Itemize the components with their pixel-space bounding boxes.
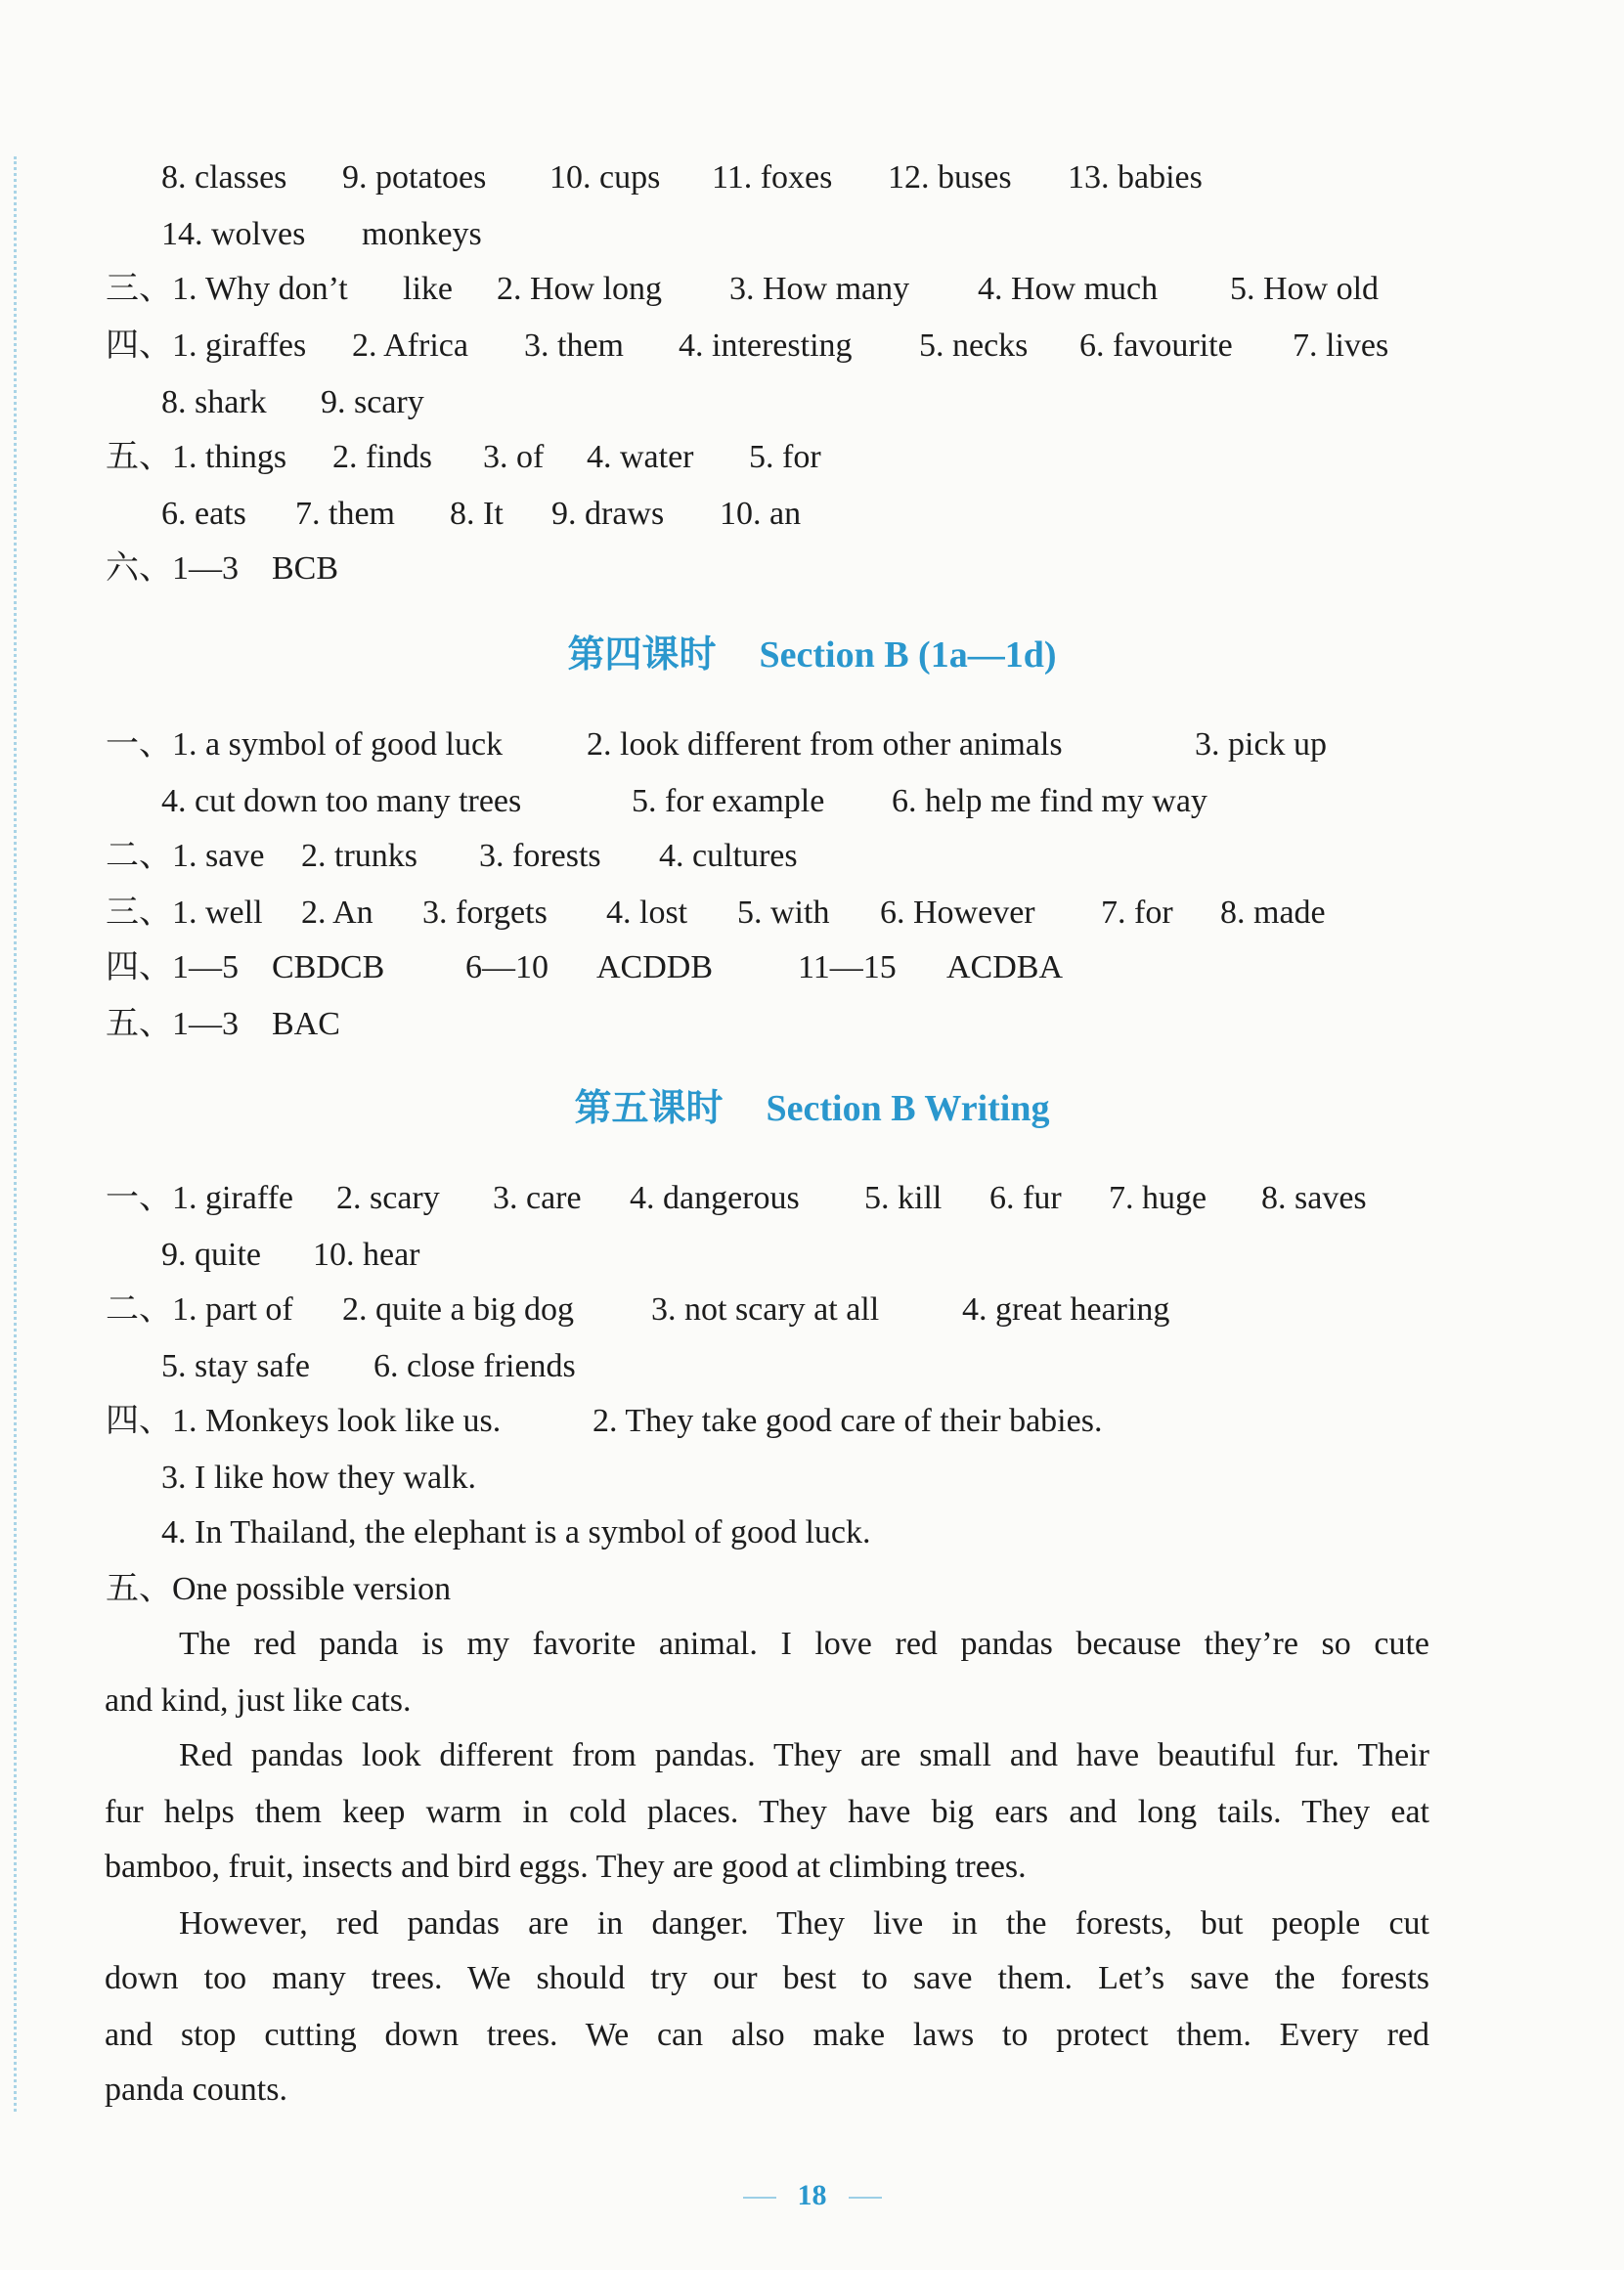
essay-line: panda counts. — [105, 2072, 287, 2108]
essay-line: The red panda is my favorite animal. I love red pandas because they’re so cute — [179, 1626, 1429, 1662]
answer-item: like — [403, 271, 453, 307]
answer-item: 7. them — [295, 496, 395, 532]
answer-item: 9. scary — [321, 384, 424, 420]
answer-item: 10. an — [720, 496, 802, 532]
answer-item: 三、1. Why don’t — [106, 271, 348, 307]
answer-item: 4. interesting — [679, 327, 853, 364]
answer-item: 6. favourite — [1079, 327, 1233, 364]
answer-item: 五、One possible version — [106, 1571, 452, 1607]
essay-line: However, red pandas are in danger. They live in the forests, but people cut — [179, 1905, 1429, 1942]
answer-item: 二、1. part of — [106, 1291, 293, 1328]
answer-item: 三、1. well — [106, 895, 263, 931]
answer-item: 2. trunks — [301, 838, 417, 874]
page-number — [0, 2178, 1624, 2213]
answer-item: 5. for example — [632, 783, 825, 819]
answer-item: 六、1—3 — [106, 550, 239, 587]
essay-line: Red pandas look different from pandas. They are small and have beautiful fur. Their — [179, 1737, 1429, 1773]
answer-item: 3. care — [493, 1180, 582, 1216]
answer-item: 3. How many — [729, 271, 910, 307]
answer-item: 2. finds — [332, 439, 432, 475]
answer-item: 4. lost — [606, 895, 688, 931]
answer-item: 6. eats — [161, 496, 246, 532]
answer-item: 11. foxes — [712, 159, 833, 196]
answer-item: 8. classes — [161, 159, 287, 196]
answer-item: 四、1. giraffes — [106, 327, 307, 364]
answer-item: 8. saves — [1261, 1180, 1367, 1216]
answer-item: 6. However — [880, 895, 1035, 931]
heading-en: Section B Writing — [766, 1088, 1050, 1129]
answer-item: 6. help me find my way — [892, 783, 1207, 819]
answer-item: 8. shark — [161, 384, 267, 420]
footer-dash-right — [849, 2197, 882, 2199]
answer-item: 3. pick up — [1195, 726, 1328, 763]
answer-item: 8. It — [450, 496, 504, 532]
section-heading-5 — [0, 1087, 1624, 1130]
answer-item: ACDBA — [946, 949, 1064, 985]
answer-item: 3. forgets — [422, 895, 548, 931]
essay-line: bamboo, fruit, insects and bird eggs. They are good at climbing trees. — [105, 1849, 1027, 1885]
answer-item: 四、1. Monkeys look like us. — [106, 1403, 502, 1439]
dotted-margin-line — [14, 156, 17, 2112]
essay-line: down too many trees. We should try our best to save them. Let’s save the forests — [105, 1960, 1429, 1996]
answer-item: BAC — [272, 1006, 340, 1042]
answer-item: 一、1. giraffe — [106, 1180, 293, 1216]
answer-item: ACDDB — [596, 949, 714, 985]
answer-item: 5. with — [737, 895, 830, 931]
section-heading-4 — [0, 633, 1624, 677]
answer-item: 3. forests — [479, 838, 601, 874]
essay-line: and kind, just like cats. — [105, 1682, 412, 1719]
answer-item: 8. made — [1220, 895, 1326, 931]
heading-cn: 第五课时 — [574, 1088, 724, 1129]
answer-item: 2. An — [301, 895, 373, 931]
answer-item: 4. water — [587, 439, 694, 475]
essay-line: and stop cutting down trees. We can also make laws to protect them. Every red — [105, 2017, 1429, 2053]
answer-item: 3. not scary at all — [651, 1291, 880, 1328]
answer-item: 7. for — [1101, 895, 1173, 931]
heading-en: Section B (1a—1d) — [759, 634, 1057, 676]
heading-cn: 第四课时 — [567, 634, 717, 676]
answer-item: 2. How long — [497, 271, 663, 307]
answer-item: 6. fur — [989, 1180, 1062, 1216]
answer-item: 10. cups — [549, 159, 661, 196]
answer-item: 2. look different from other animals — [587, 726, 1063, 763]
answer-item: 五、1. things — [106, 439, 287, 475]
answer-item: 四、1—5 — [106, 949, 239, 985]
answer-item: monkeys — [362, 216, 482, 252]
answer-item: 5. for — [749, 439, 821, 475]
answer-item: 5. stay safe — [161, 1348, 311, 1384]
answer-item: 11—15 — [798, 949, 897, 985]
answer-item: 9. draws — [551, 496, 665, 532]
answer-item: 5. kill — [864, 1180, 943, 1216]
answer-item: 4. In Thailand, the elephant is a symbol of good luck. — [161, 1514, 871, 1550]
answer-item: 4. cut down too many trees — [161, 783, 522, 819]
answer-item: CBDCB — [272, 949, 385, 985]
answer-item: 一、1. a symbol of good luck — [106, 726, 504, 763]
answer-item: 5. necks — [919, 327, 1029, 364]
page-number-text: 18 — [797, 2179, 827, 2211]
answer-item: 12. buses — [888, 159, 1012, 196]
answer-item: 10. hear — [313, 1237, 420, 1273]
answer-item: 二、1. save — [106, 838, 265, 874]
answer-item: 9. potatoes — [342, 159, 487, 196]
answer-item: 4. dangerous — [630, 1180, 800, 1216]
answer-item: 7. huge — [1109, 1180, 1207, 1216]
answer-item: 4. cultures — [659, 838, 798, 874]
answer-item: 4. great hearing — [962, 1291, 1170, 1328]
footer-dash-left — [743, 2197, 776, 2199]
answer-item: 9. quite — [161, 1237, 261, 1273]
answer-item: 3. them — [524, 327, 624, 364]
answer-item: 2. Africa — [352, 327, 468, 364]
answer-item: 6. close friends — [373, 1348, 576, 1384]
answer-item: 2. scary — [336, 1180, 440, 1216]
answer-item: 7. lives — [1293, 327, 1389, 364]
answer-item: 13. babies — [1068, 159, 1203, 196]
answer-item: 6—10 — [465, 949, 549, 985]
answer-item: 五、1—3 — [106, 1006, 239, 1042]
answer-item: 2. They take good care of their babies. — [593, 1403, 1103, 1439]
answer-item: 3. I like how they walk. — [161, 1460, 476, 1496]
answer-item: 4. How much — [978, 271, 1159, 307]
essay-line: fur helps them keep warm in cold places. They have big ears and long tails. They eat — [105, 1794, 1429, 1830]
answer-item: 14. wolves — [161, 216, 306, 252]
answer-item: 2. quite a big dog — [342, 1291, 575, 1328]
answer-item: 5. How old — [1230, 271, 1380, 307]
answer-item: BCB — [272, 550, 339, 587]
answer-item: 3. of — [483, 439, 545, 475]
